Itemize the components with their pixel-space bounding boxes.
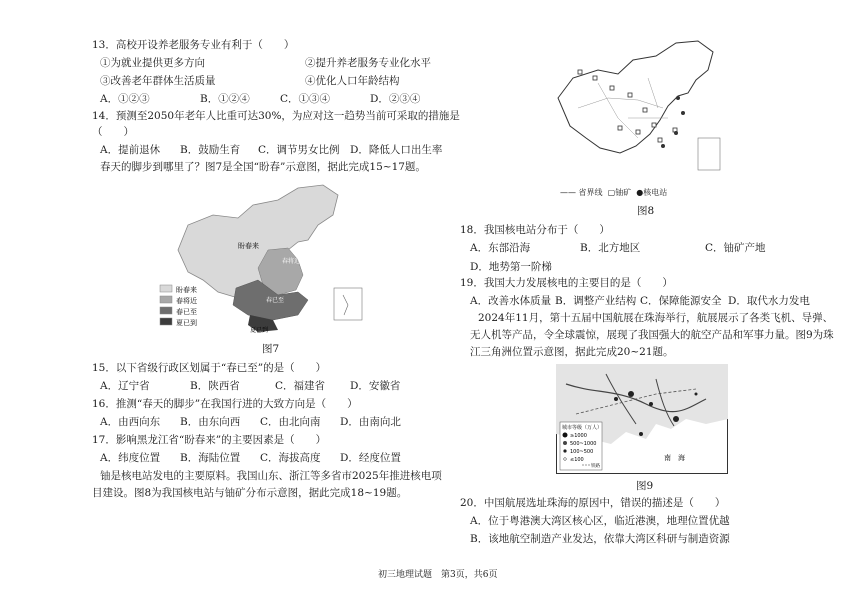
q14-option-a: A．提前退休 bbox=[100, 144, 161, 156]
q16-option-d: D．由南向北 bbox=[340, 416, 401, 428]
fig9-intro-1: 2024年11月，第十五届中国航展在珠海举行，航展展示了各类飞机、导弹、 bbox=[478, 312, 834, 324]
q13-option-c: C．①③④ bbox=[280, 93, 331, 105]
q19-stem: 19．我国大力发展核电的主要目的是（ ） bbox=[460, 277, 673, 289]
figure-7-legend bbox=[158, 283, 228, 333]
label-chunjiangjin: 春将近 bbox=[282, 258, 301, 265]
legend-title: 城市等级（万人） bbox=[562, 425, 603, 431]
q16-option-a: A．由西向东 bbox=[100, 416, 161, 428]
legend-rail: 铁路 bbox=[591, 464, 600, 469]
q13-statement-2: ②提升养老服务专业化水平 bbox=[305, 57, 431, 69]
q13-statement-1: ①为就业提供更多方向 bbox=[100, 57, 205, 69]
q14-stem: 14．预测至2050年老年人比重可达30%，为应对这一趋势当前可采取的措施是 bbox=[92, 110, 460, 122]
legend-item: ≥1000 bbox=[570, 433, 587, 439]
q15-option-b: B．陕西省 bbox=[190, 380, 240, 392]
q14-option-d: D．降低人口出生率 bbox=[350, 144, 443, 156]
fig9-intro-3: 江三角洲位置示意图，据此完成20~21题。 bbox=[470, 346, 674, 358]
q17-stem: 17．影响黑龙江省“盼春来”的主要因素是（ ） bbox=[92, 434, 327, 446]
q16-stem: 16．推测“春天的脚步”在我国行进的大致方向是（ ） bbox=[92, 398, 358, 410]
q17-option-a: A．纬度位置 bbox=[100, 452, 161, 464]
legend-item: 100~500 bbox=[570, 449, 594, 455]
fig8-intro-2: 目建设。图8为我国核电站与铀矿分布示意图，据此完成18~19题。 bbox=[92, 487, 408, 499]
figure-8-caption: 图8 bbox=[637, 205, 655, 217]
figure-9-caption: 图9 bbox=[636, 480, 654, 492]
legend-item: ≤100 bbox=[570, 457, 584, 463]
figure-8-legend: —— 省界线 ▢铀矿 ●核电站 bbox=[560, 188, 668, 197]
q13-option-b: B．①②④ bbox=[200, 93, 250, 105]
legend-item: 盼春来 bbox=[176, 286, 197, 294]
legend-item: 春已至 bbox=[176, 308, 197, 316]
q16-option-b: B．由东向西 bbox=[180, 416, 241, 428]
q14-paren: （ ） bbox=[92, 126, 134, 138]
q15-option-d: D．安徽省 bbox=[350, 380, 401, 392]
label-chunyizhi: 春已至 bbox=[266, 297, 285, 304]
q17-option-d: D．经度位置 bbox=[340, 452, 401, 464]
q14-option-c: C．调节男女比例 bbox=[258, 144, 340, 156]
legend-item: 夏已到 bbox=[176, 319, 197, 327]
figure-7-caption: 图7 bbox=[262, 343, 280, 355]
q13-option-d: D．②③④ bbox=[370, 93, 421, 105]
legend-item: 春将近 bbox=[176, 297, 197, 305]
q16-option-c: C．由北向南 bbox=[260, 416, 321, 428]
q18-stem: 18．我国核电站分布于（ ） bbox=[460, 224, 610, 236]
q19-option-b: B．调整产业结构 bbox=[555, 295, 637, 307]
q15-option-c: C．福建省 bbox=[275, 380, 326, 392]
q19-option-c: C．保障能源安全 bbox=[640, 295, 722, 307]
q18-option-d: D．地势第一阶梯 bbox=[470, 261, 552, 273]
fig8-intro-1: 铀是核电站发电的主要原料。我国山东、浙江等多省市2025年推进核电项 bbox=[100, 470, 442, 482]
legend-plant: 核电站 bbox=[643, 188, 668, 197]
q13-stem: 13．高校开设养老服务专业有利于（ ） bbox=[92, 39, 295, 51]
figure-8-map bbox=[548, 38, 728, 188]
q14-option-b: B．鼓励生育 bbox=[180, 144, 241, 156]
fig9-intro-2: 无人机等产品，令全球震惊，展现了我国强大的航空产品和军事力量。图9为珠 bbox=[470, 329, 834, 341]
q19-option-a: A．改善水体质量 bbox=[470, 295, 552, 307]
q17-option-c: C．海拔高度 bbox=[260, 452, 321, 464]
q19-option-d: D．取代水力发电 bbox=[728, 295, 810, 307]
q15-option-a: A．辽宁省 bbox=[100, 380, 150, 392]
q15-stem: 15．以下省级行政区划属于“春已至”的是（ ） bbox=[92, 362, 327, 374]
q18-option-a: A．东部沿海 bbox=[470, 242, 531, 254]
q13-option-a: A．①②③ bbox=[100, 93, 150, 105]
figure-9-map bbox=[556, 364, 728, 474]
legend-border: 省界线 bbox=[578, 188, 603, 197]
q20-option-a: A．位于粤港澳大湾区核心区，临近港澳，地理位置优越 bbox=[470, 515, 730, 527]
q20-option-b: B．该地航空制造产业发达，依靠大湾区科研与制造资源 bbox=[470, 533, 730, 545]
q17-option-b: B．海陆位置 bbox=[180, 452, 241, 464]
q20-stem: 20．中国航展选址珠海的原因中，错误的描述是（ ） bbox=[460, 497, 726, 509]
fig7-intro: 春天的脚步到哪里了？图7是全国“盼春”示意图，据此完成15~17题。 bbox=[100, 161, 426, 173]
sea-label: 南 海 bbox=[664, 454, 685, 462]
q18-option-c: C．铀矿产地 bbox=[705, 242, 766, 254]
legend-item: 500~1000 bbox=[570, 441, 597, 447]
q13-statement-4: ④优化人口年龄结构 bbox=[305, 75, 400, 87]
legend-mine: 铀矿 bbox=[615, 188, 632, 197]
label-xiayidao: 夏已到 bbox=[250, 327, 269, 334]
q18-option-b: B．北方地区 bbox=[580, 242, 641, 254]
page-footer: 初三地理试题 第3页，共6页 bbox=[378, 570, 498, 580]
q13-statement-3: ③改善老年群体生活质量 bbox=[100, 75, 216, 87]
label-panchunlai: 盼春来 bbox=[238, 242, 259, 250]
